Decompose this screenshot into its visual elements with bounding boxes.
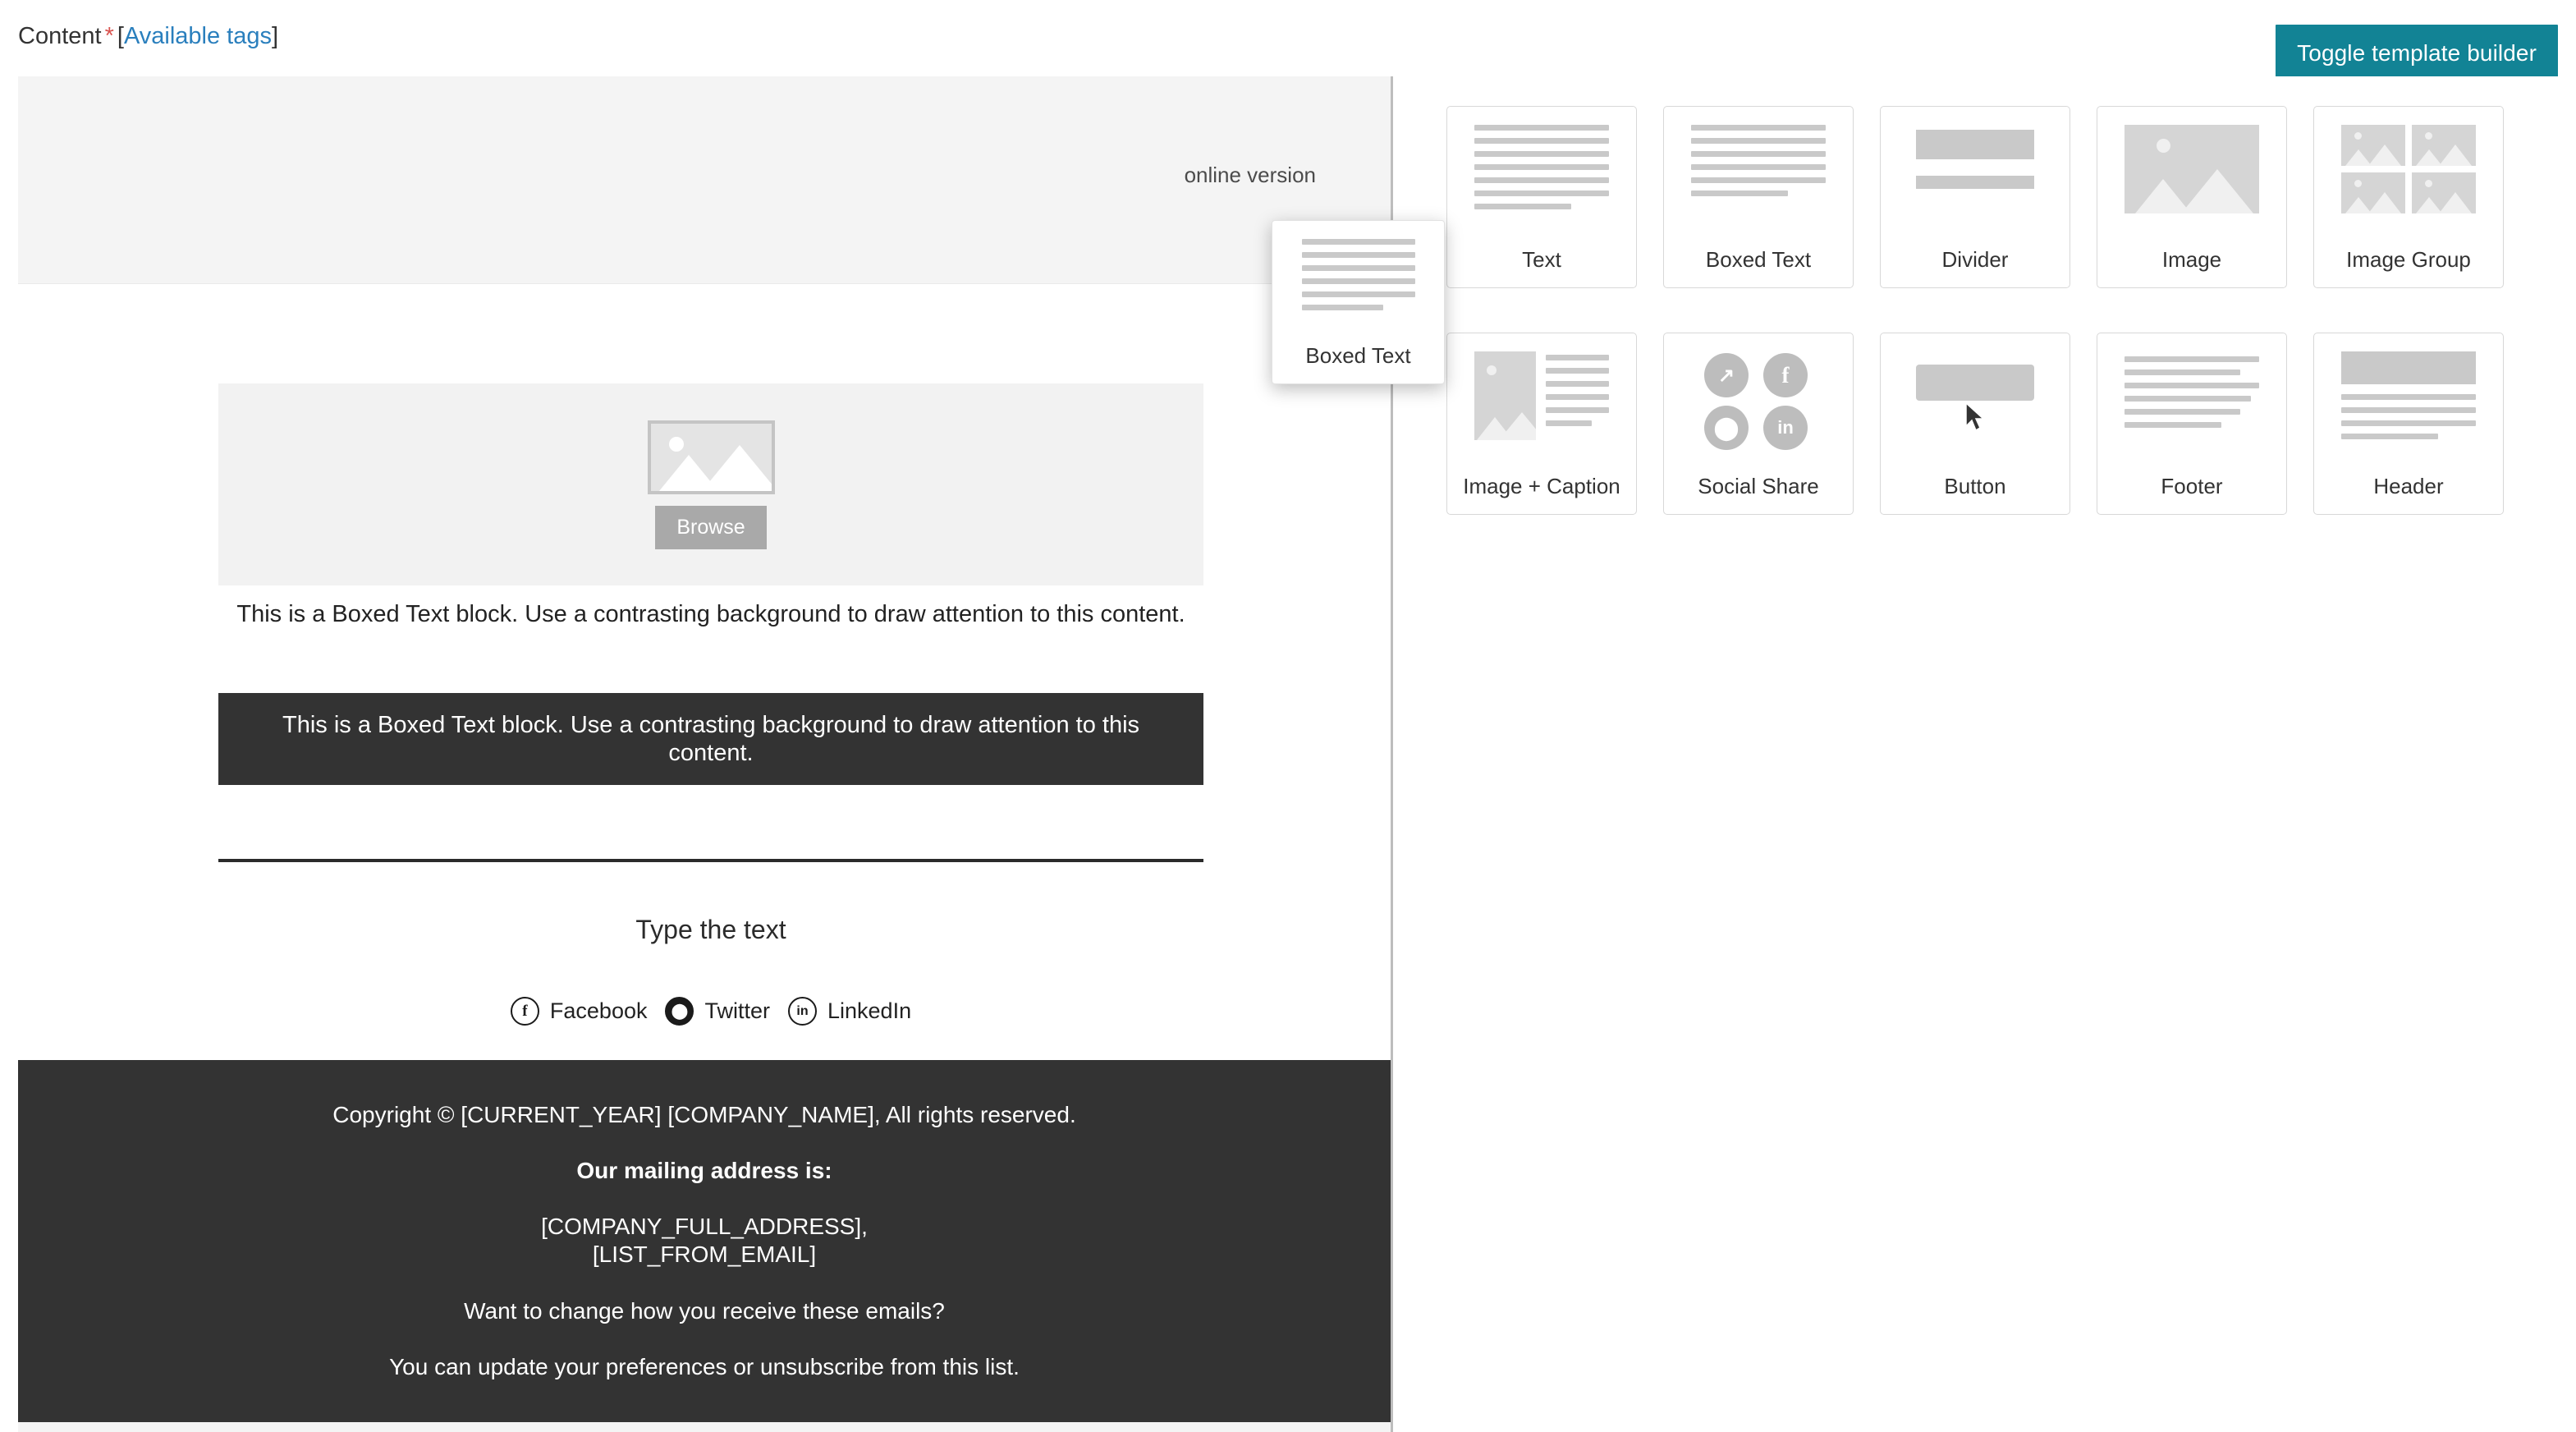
- linkedin-icon: in: [1763, 406, 1808, 450]
- block-tile-header[interactable]: [2313, 333, 2504, 515]
- required-asterisk: *: [104, 23, 114, 49]
- social-item-linkedin[interactable]: [788, 997, 911, 1026]
- preview-body: [18, 284, 1391, 1060]
- bracket-open: [: [117, 23, 124, 49]
- image-block-icon: [2125, 125, 2259, 213]
- linkedin-icon: in: [788, 997, 817, 1026]
- image-upload-block[interactable]: [218, 383, 1203, 585]
- twitter-icon: ⬤: [665, 997, 694, 1026]
- online-version-link[interactable]: online version: [1184, 163, 1316, 187]
- footer-copyright: Copyright © [CURRENT_YEAR] [COMPANY_NAME], All rights reserved.: [332, 1102, 1076, 1127]
- dragged-block-label: Boxed Text: [1305, 343, 1411, 368]
- preview-header-band: [18, 76, 1391, 284]
- footer-address-line1: [COMPANY_FULL_ADDRESS],: [541, 1214, 868, 1240]
- block-tile-text[interactable]: [1446, 106, 1637, 288]
- twitter-icon: ⬤: [1704, 406, 1749, 450]
- block-tile-label: Image Group: [2346, 247, 2471, 272]
- footer-mailing-heading: Our mailing address is:: [576, 1158, 832, 1184]
- type-the-text-block[interactable]: Type the text: [635, 915, 786, 944]
- block-tile-divider[interactable]: [1880, 106, 2070, 288]
- facebook-icon: f: [1763, 353, 1808, 397]
- block-tile-footer[interactable]: [2097, 333, 2287, 515]
- browse-button[interactable]: Browse: [655, 506, 766, 549]
- block-tile-label: Social Share: [1698, 474, 1819, 498]
- block-tile-label: Footer: [2161, 474, 2223, 498]
- block-tile-label: Button: [1944, 474, 2006, 498]
- block-tile-image-caption[interactable]: [1446, 333, 1637, 515]
- preview-bottom-strip: [18, 1422, 1391, 1432]
- social-item-twitter[interactable]: [665, 997, 770, 1026]
- block-tile-image[interactable]: [2097, 106, 2287, 288]
- header-block-icon: [2341, 351, 2476, 440]
- block-tile-label: Image: [2161, 247, 2222, 272]
- footer-block-icon: [2125, 351, 2259, 440]
- image-caption-block-icon: [1474, 351, 1609, 440]
- footer-block[interactable]: [18, 1060, 1391, 1432]
- social-share-block-icon: [1691, 351, 1826, 440]
- footer-preferences-line: You can update your preferences or unsubscribe from this list.: [389, 1353, 1020, 1379]
- block-tile-boxed-text[interactable]: [1663, 106, 1854, 288]
- content-field-label: [18, 23, 278, 50]
- block-tile-label: Divider: [1941, 247, 2009, 272]
- dragged-block-ghost[interactable]: [1272, 220, 1445, 384]
- content-label-text: Content: [18, 23, 102, 49]
- editor-header: [0, 0, 2576, 79]
- block-tile-label: Image + Caption: [1463, 474, 1620, 498]
- image-group-block-icon: [2341, 125, 2476, 213]
- social-label-linkedin: LinkedIn: [827, 998, 912, 1023]
- social-item-facebook[interactable]: [511, 997, 648, 1026]
- boxed-text-block-icon: [1691, 125, 1826, 213]
- divider-block[interactable]: [218, 859, 1203, 862]
- social-share-block[interactable]: [218, 997, 1203, 1026]
- text-block[interactable]: This is a Boxed Text block. Use a contrasting background to draw attention to this content.: [236, 601, 1185, 627]
- available-tags-link[interactable]: Available tags: [123, 23, 272, 49]
- block-tile-button[interactable]: [1880, 333, 2070, 515]
- block-tile-image-group[interactable]: [2313, 106, 2504, 288]
- block-tile-grid: [1446, 106, 2522, 559]
- block-tile-label: Boxed Text: [1705, 247, 1812, 272]
- template-builder-panel: [1396, 76, 2576, 1432]
- social-label-facebook: Facebook: [549, 998, 648, 1023]
- toggle-template-builder-button[interactable]: Toggle template builder: [2276, 25, 2558, 83]
- block-tile-label: Text: [1522, 247, 1561, 272]
- facebook-icon: f: [511, 997, 539, 1026]
- button-block-icon: [1908, 351, 2042, 440]
- text-block-icon: [1474, 125, 1609, 213]
- boxed-text-block[interactable]: This is a Boxed Text block. Use a contrasting background to draw attention to this content.: [218, 693, 1203, 785]
- block-tile-social-share[interactable]: [1663, 333, 1854, 515]
- social-label-twitter: Twitter: [704, 998, 770, 1023]
- block-tile-label: Header: [2373, 474, 2444, 498]
- boxed-text-block-icon: [1302, 239, 1415, 314]
- bracket-close: ]: [271, 23, 279, 49]
- share-icon: ↗: [1704, 353, 1749, 397]
- divider-block-icon: [1908, 125, 2042, 213]
- email-preview-canvas[interactable]: [18, 76, 1393, 1432]
- image-placeholder-icon: [648, 420, 775, 494]
- footer-change-question: Want to change how you receive these emails?: [464, 1297, 945, 1324]
- footer-address-line2: [LIST_FROM_EMAIL]: [592, 1242, 817, 1268]
